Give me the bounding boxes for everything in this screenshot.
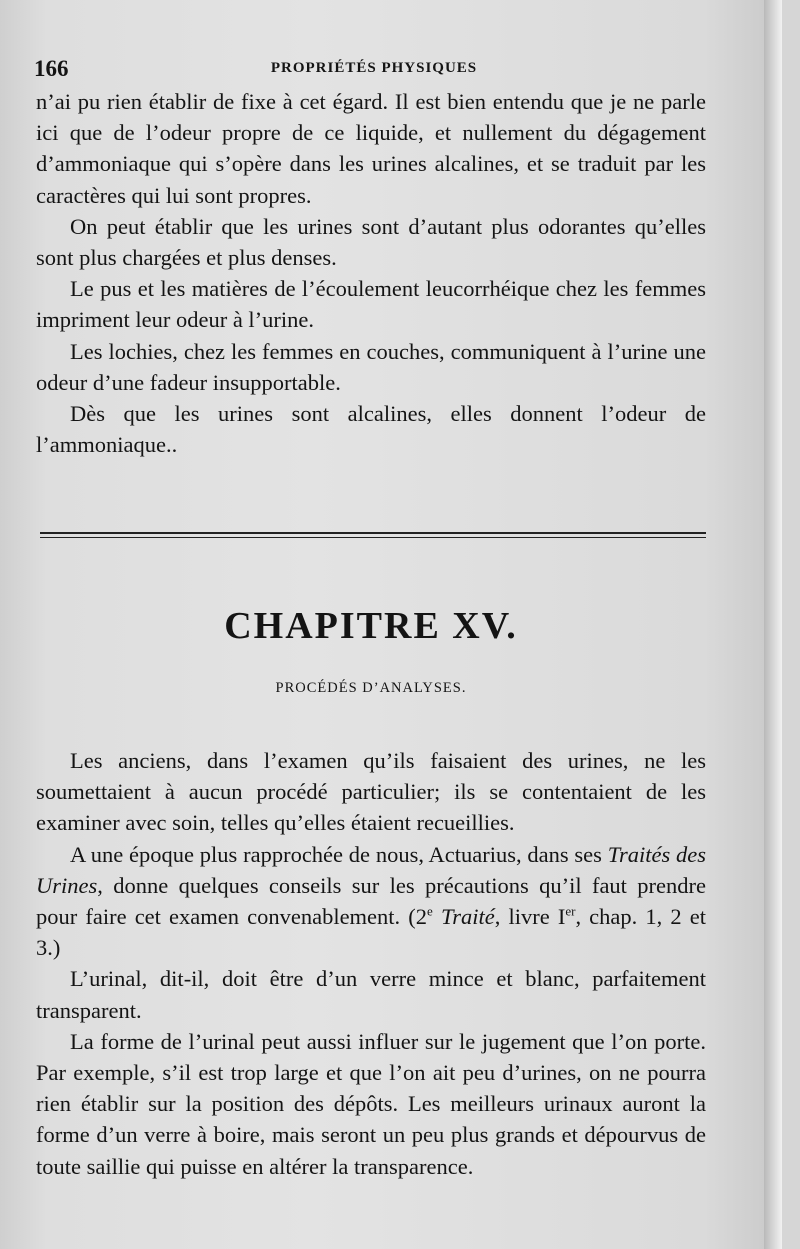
paragraph: Le pus et les matières de l’écoulement leucorrhéique chez les femmes impriment leur odeur à l’urine. [36, 276, 706, 333]
paragraph: On peut établir que les urines sont d’autant plus odorantes qu’elles sont plus chargées et plus denses. [36, 213, 706, 271]
text-run: , livre I [494, 904, 566, 930]
page-number: 166 [34, 56, 69, 81]
top-text-block [36, 86, 706, 460]
chapter-divider-rule [40, 532, 706, 538]
page-edge [764, 0, 782, 1249]
text-run: A une époque plus rapprochée de nous, Actuarius, dans ses [70, 841, 608, 867]
italic-title: Traité [440, 904, 495, 930]
italic-title: Traités des Urines [36, 841, 706, 898]
text-run [433, 904, 441, 929]
paragraph: Dès que les urines sont alcalines, elles donnent l’odeur de l’ammoniaque.. [36, 401, 706, 458]
paragraph: La forme de l’urinal peut aussi influer sur le jugement que l’on porte. Par exemple, s’il est trop large et que l’on ait peu d’urines, on ne pourra rien établir sur la position des dépôts. Les meilleurs urinaux auront la forme d’un verre à boire, mais seront un peu plus grands et dépourvus de toute saillie qui puisse en altérer la transparence. [36, 1028, 706, 1179]
paragraph: L’urinal, dit-il, doit être d’un verre mince et blanc, parfaitement transparent. [36, 966, 706, 1023]
bottom-text-block [36, 745, 706, 1182]
superscript: er [565, 903, 576, 919]
running-title: PROPRIÉTÉS PHYSIQUES [270, 60, 478, 76]
section-title: PROCÉDÉS D’ANALYSES. [275, 680, 467, 696]
superscript: e [427, 903, 433, 919]
paragraph [36, 839, 706, 964]
paragraph: n’ai pu rien établir de fixe à cet égard. Il est bien entendu que je ne parle ici que de l’odeur propre de ce liquide, et nullement du dégagement d’ammoniaque qui s’opère dans les urines alcalines, et se traduit par les caractères qui lui sont propres. [36, 89, 706, 208]
chapter-title: CHAPITRE XV. [224, 605, 518, 647]
paragraph: Les anciens, dans l’examen qu’ils faisaient des urines, ne les soumettaient à aucun procédé particulier; ils se contentaient de les examiner avec soin, telles qu’elles étaient recueillies. [36, 748, 706, 836]
text-run: , donne quelques conseils sur les précautions qu’il faut prendre pour faire cet examen convenablement. (2 [36, 872, 706, 930]
text-run: , chap. 1, 2 et 3.) [36, 904, 706, 961]
paragraph: Les lochies, chez les femmes en couches, communiquent à l’urine une odeur d’une fadeur insupportable. [36, 338, 706, 395]
page-header [34, 56, 714, 86]
